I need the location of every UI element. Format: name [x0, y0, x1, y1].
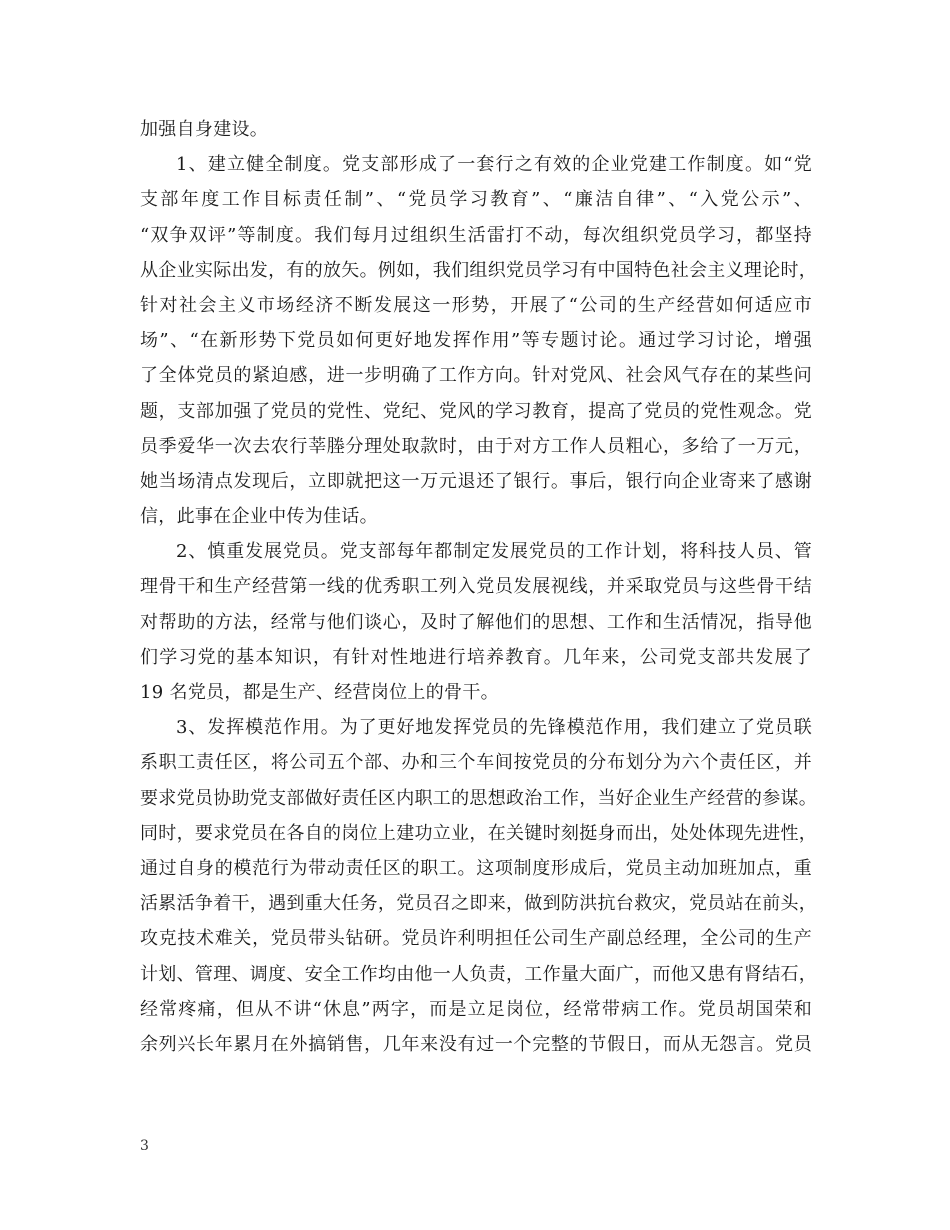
text-line: “双争双评”等制度。我们每月过组织生活雷打不动，每次组织党员学习，都坚持 — [140, 224, 812, 246]
text-line: 3、发挥模范作用。为了更好地发挥党员的先锋模范作用，我们建立了党员联 — [176, 717, 812, 739]
text-line: 经常疼痛，但从不讲“休息”两字，而是立足岗位，经常带病工作。党员胡国荣和 — [140, 998, 812, 1020]
text-line: 系职工责任区，将公司五个部、办和三个车间按党员的分布划分为六个责任区，并 — [140, 752, 812, 774]
text-line: 攻克技术难关，党员带头钻研。党员许利明担任公司生产副总经理，全公司的生产 — [140, 928, 812, 950]
text-line: 从企业实际出发，有的放矢。例如，我们组织党员学习有中国特色社会主义理论时， — [140, 259, 818, 281]
text-line: 活累活争着干，遇到重大任务，党员召之即来，做到防洪抗台救灾，党员站在前头， — [140, 893, 818, 915]
text-line: 余列兴长年累月在外搞销售，几年来没有过一个完整的节假日，而从无怨言。党员 — [140, 1033, 812, 1055]
text-line: 针对社会主义市场经济不断发展这一形势，开展了“公司的生产经营如何适应市 — [140, 294, 812, 316]
text-line: 场”、“在新形势下党员如何更好地发挥作用”等专题讨论。通过学习讨论，增强 — [140, 330, 812, 352]
text-line: 员季爱华一次去农行莘塍分理处取款时，由于对方工作人员粗心，多给了一万元， — [140, 435, 812, 457]
text-line: 们学习党的基本知识，有针对性地进行培养教育。几年来，公司党支部共发展了 — [140, 646, 812, 668]
page-number: 3 — [140, 1138, 149, 1154]
text-line: 题，支部加强了党员的党性、党纪、党风的学习教育，提高了党员的党性观念。党 — [140, 400, 812, 422]
text-line: 2、慎重发展党员。党支部每年都制定发展党员的工作计划，将科技人员、管 — [176, 541, 812, 563]
text-line: 19 名党员，都是生产、经营岗位上的骨干。 — [140, 682, 499, 703]
text-line: 对帮助的方法，经常与他们谈心，及时了解他们的思想、工作和生活情况，指导他 — [140, 611, 812, 633]
text-line: 信，此事在企业中传为佳话。 — [140, 506, 378, 528]
text-line: 加强自身建设。 — [140, 119, 269, 140]
text-line: 了全体党员的紧迫感，进一步明确了工作方向。针对党风、社会风气存在的某些问 — [140, 365, 812, 387]
text-line: 1、建立健全制度。党支部形成了一套行之有效的企业党建工作制度。如“党 — [176, 154, 812, 176]
text-line: 支部年度工作目标责任制”、“党员学习教育”、“廉洁自律”、“入党公示”、 — [140, 189, 812, 211]
body-text — [140, 112, 818, 1062]
text-line: 同时，要求党员在各自的岗位上建功立业，在关键时刻挺身而出，处处体现先进性， — [140, 822, 818, 844]
text-line: 要求党员协助党支部做好责任区内职工的思想政治工作，当好企业生产经营的参谋。 — [140, 787, 818, 809]
text-line: 她当场清点发现后，立即就把这一万元退还了银行。事后，银行向企业寄来了感谢 — [140, 470, 812, 492]
text-line: 通过自身的模范行为带动责任区的职工。这项制度形成后，党员主动加班加点，重 — [140, 857, 812, 879]
text-line: 理骨干和生产经营第一线的优秀职工列入党员发展视线，并采取党员与这些骨干结 — [140, 576, 812, 598]
text-line: 计划、管理、调度、安全工作均由他一人负责，工作量大面广，而他又患有肾结石， — [140, 963, 818, 985]
